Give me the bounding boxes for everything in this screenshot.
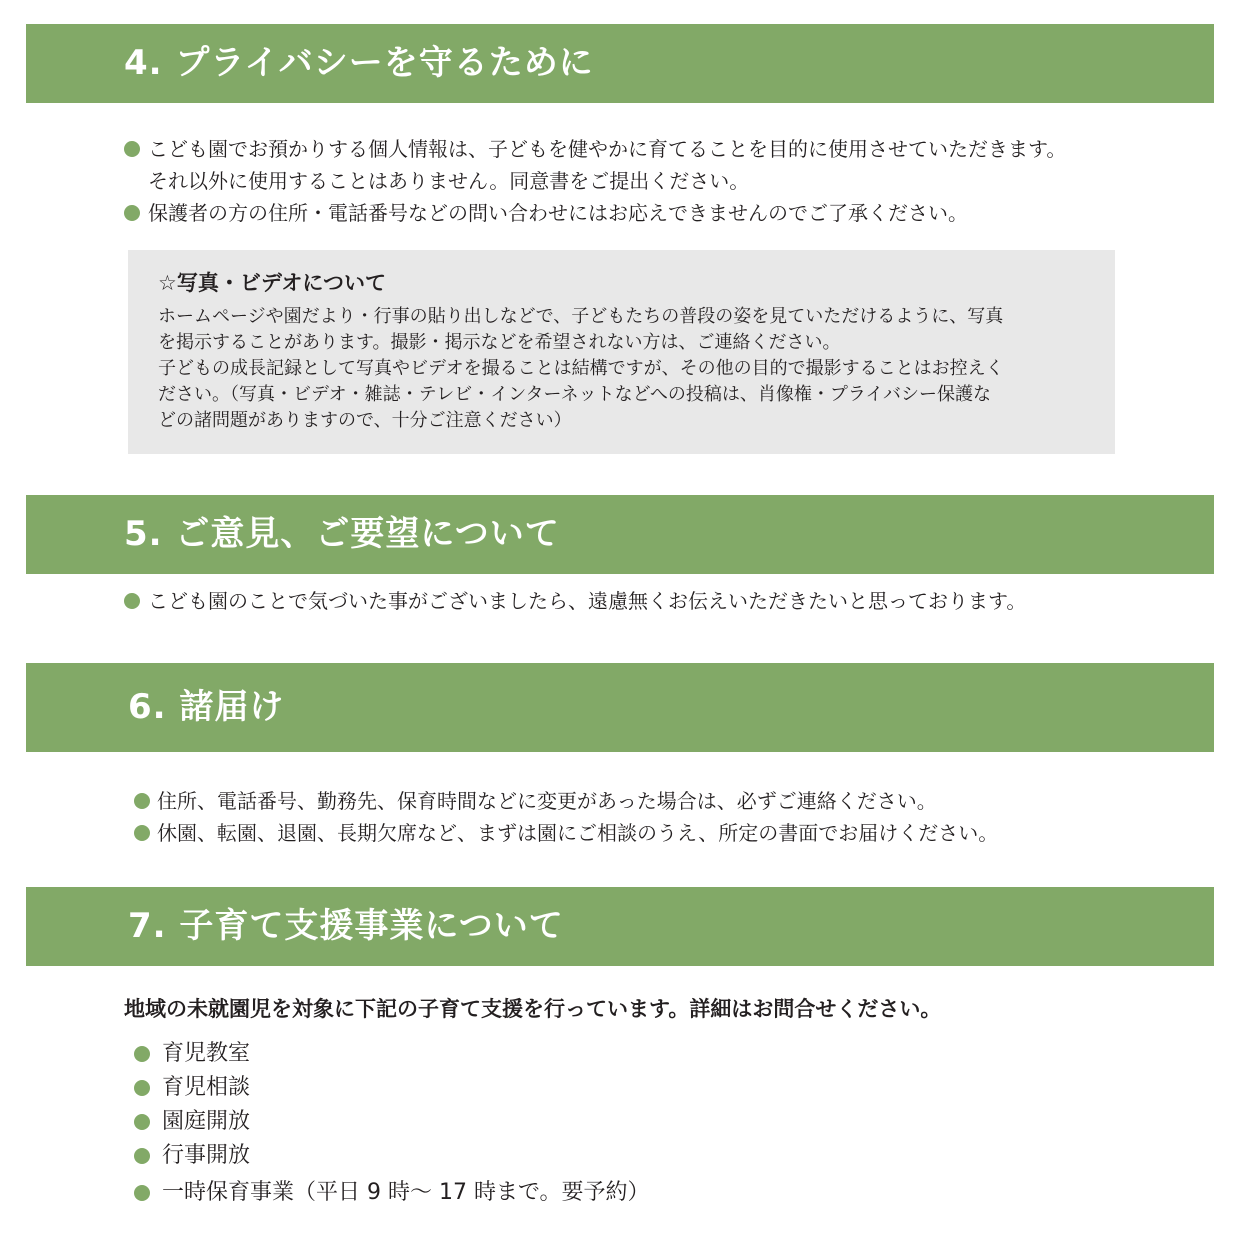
section-7-header [26,887,1214,966]
photo-video-note-line-4: ださい。（写真・ビデオ・雑誌・テレビ・インターネットなどへの投稿は、肖像権・プライバシー保護な [158,384,992,405]
section-5-line-1: こども園のことで気づいた事がございましたら、遠慮無くお伝えいただきたいと思っております。 [148,589,1027,613]
support-item-2: 育児相談 [162,1075,251,1100]
section-4-line-1: こども園でお預かりする個人情報は、子どもを健やかに育てることを目的に使用させていただきます。 [148,137,1067,161]
support-item-5: 一時保育事業（平日 9 時〜 17 時まで。要予約） [162,1180,650,1205]
section-7-title: 7. 子育て支援事業について [128,906,564,946]
photo-video-note-line-5: どの諸問題がありますので、十分ご注意ください） [158,410,572,431]
section-5-title: 5. ご意見、ご要望について [124,514,560,554]
section-6-title: 6. 諸届け [128,687,285,727]
bullet-icon [124,141,140,157]
section-5-header [26,495,1214,574]
bullet-icon [134,793,150,809]
bullet-icon [134,1046,150,1062]
photo-video-note [128,250,1115,454]
photo-video-note-line-1: ホームページや園だより・行事の貼り出しなどで、子どもたちの普段の姿を見ていただけるように、写真 [158,306,1004,327]
section-6-line-2: 休園、転園、退園、長期欠席など、まずは園にご相談のうえ、所定の書面でお届けください。 [157,821,999,845]
bullet-icon [134,1080,150,1096]
support-item-3: 園庭開放 [162,1109,251,1134]
section-4-line-2: それ以外に使用することはありません。同意書をご提出ください。 [148,169,750,193]
bullet-icon [134,1114,150,1130]
section-4-line-3: 保護者の方の住所・電話番号などの問い合わせにはお応えできませんのでご了承ください。 [148,201,968,225]
photo-video-note-line-2: を掲示することがあります。撮影・掲示などを希望されない方は、ご連絡ください。 [158,332,841,353]
section-4-header [26,24,1214,103]
bullet-icon [124,205,140,221]
section-4-title: 4. プライバシーを守るために [124,43,594,83]
bullet-icon [134,1148,150,1164]
photo-video-note-title: ☆写真・ビデオについて [158,271,386,295]
support-item-4: 行事開放 [162,1143,251,1168]
bullet-icon [134,1185,150,1201]
section-6-header [26,663,1214,752]
support-item-1: 育児教室 [162,1041,251,1066]
bullet-icon [124,593,140,609]
bullet-icon [134,825,150,841]
section-6-line-1: 住所、電話番号、勤務先、保育時間などに変更があった場合は、必ずご連絡ください。 [157,789,937,813]
photo-video-note-line-3: 子どもの成長記録として写真やビデオを撮ることは結構ですが、その他の目的で撮影することはお控えく [158,358,1004,379]
section-7-intro: 地域の未就園児を対象に下記の子育て支援を行っています。詳細はお問合せください。 [124,997,942,1021]
